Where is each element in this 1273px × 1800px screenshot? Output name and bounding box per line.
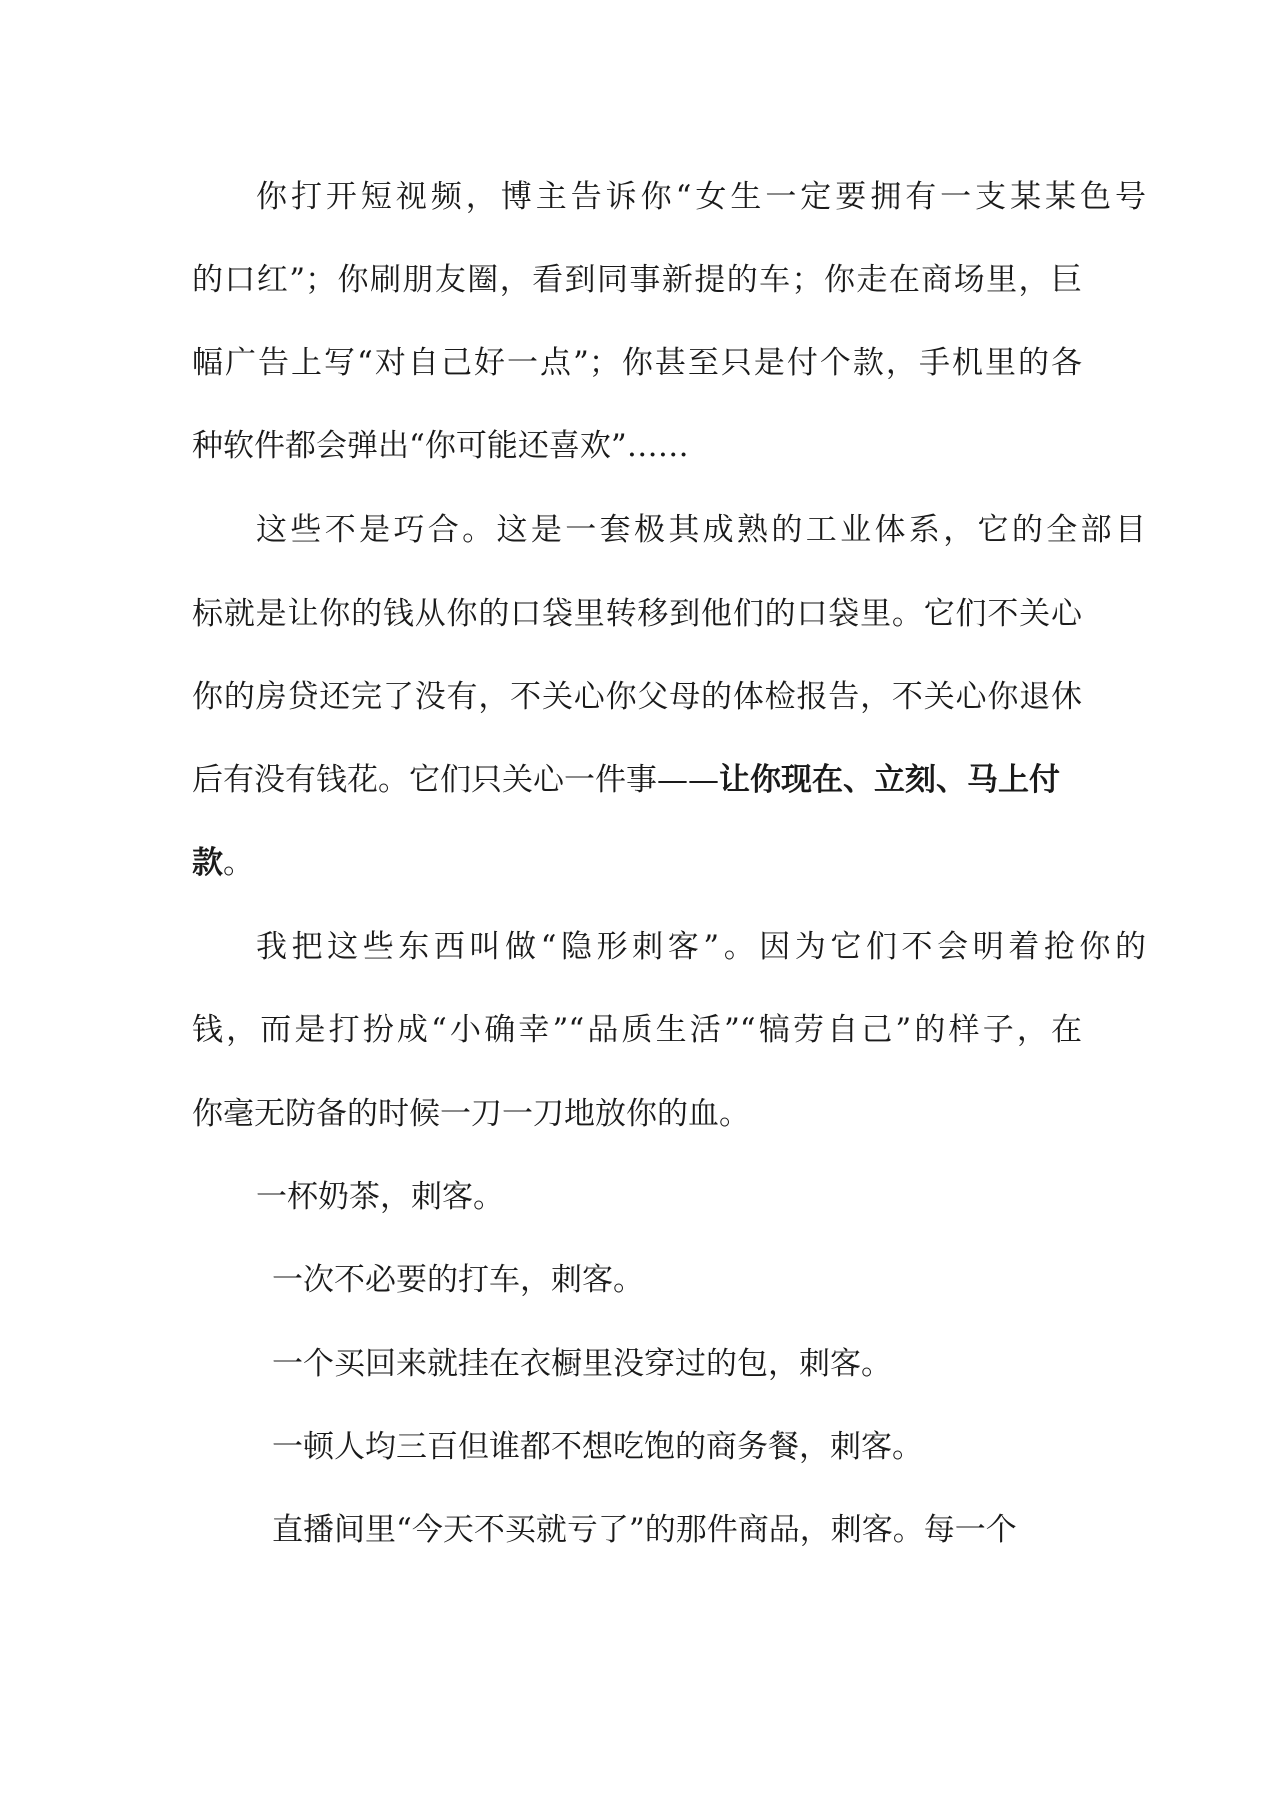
list-item-1: 一杯奶茶，刺客。	[256, 1179, 504, 1215]
paragraph-2-emphasis-end: 款	[192, 845, 223, 881]
paragraph-1-line-2: 的口红”；你刷朋友圈，看到同事新提的车；你走在商场里，巨	[192, 262, 1082, 298]
paragraph-2-line-5	[192, 838, 1082, 888]
paragraph-1-line-1: 你打开短视频，博主告诉你“女生一定要拥有一支某某色号	[256, 179, 1146, 215]
paragraph-2-line-1: 这些不是巧合。这是一套极其成熟的工业体系，它的全部目	[256, 512, 1146, 548]
paragraph-3-line-2: 钱，而是打扮成“小确幸”“品质生活”“犒劳自己”的样子，在	[192, 1012, 1082, 1048]
paragraph-1-line-4: 种软件都会弹出“你可能还喜欢”……	[192, 428, 689, 464]
list-item-2: 一次不必要的打车，刺客。	[272, 1262, 644, 1298]
paragraph-2-line-2: 标就是让你的钱从你的口袋里转移到他们的口袋里。它们不关心	[192, 596, 1082, 632]
paragraph-2-emphasis-text: 让你现在、立刻、马上付	[719, 762, 1060, 798]
paragraph-2-line-3: 你的房贷还完了没有，不关心你父母的体检报告，不关心你退休	[192, 679, 1082, 715]
list-item-5: 直播间里“今天不买就亏了”的那件商品，刺客。每一个	[272, 1512, 1017, 1548]
paragraph-2-line-5-text: 。	[223, 845, 254, 881]
paragraph-3-line-3: 你毫无防备的时候一刀一刀地放你的血。	[192, 1096, 750, 1132]
paragraph-3-line-1: 我把这些东西叫做“隐形刺客”。因为它们不会明着抢你的	[256, 929, 1146, 965]
paragraph-1-line-3: 幅广告上写“对自己好一点”；你甚至只是付个款，手机里的各	[192, 345, 1082, 381]
list-item-3: 一个买回来就挂在衣橱里没穿过的包，刺客。	[272, 1346, 892, 1382]
paragraph-2-line-4	[192, 755, 1082, 805]
list-item-4: 一顿人均三百但谁都不想吃饱的商务餐，刺客。	[272, 1429, 923, 1465]
paragraph-2-line-4-text: 后有没有钱花。它们只关心一件事——	[192, 762, 719, 798]
